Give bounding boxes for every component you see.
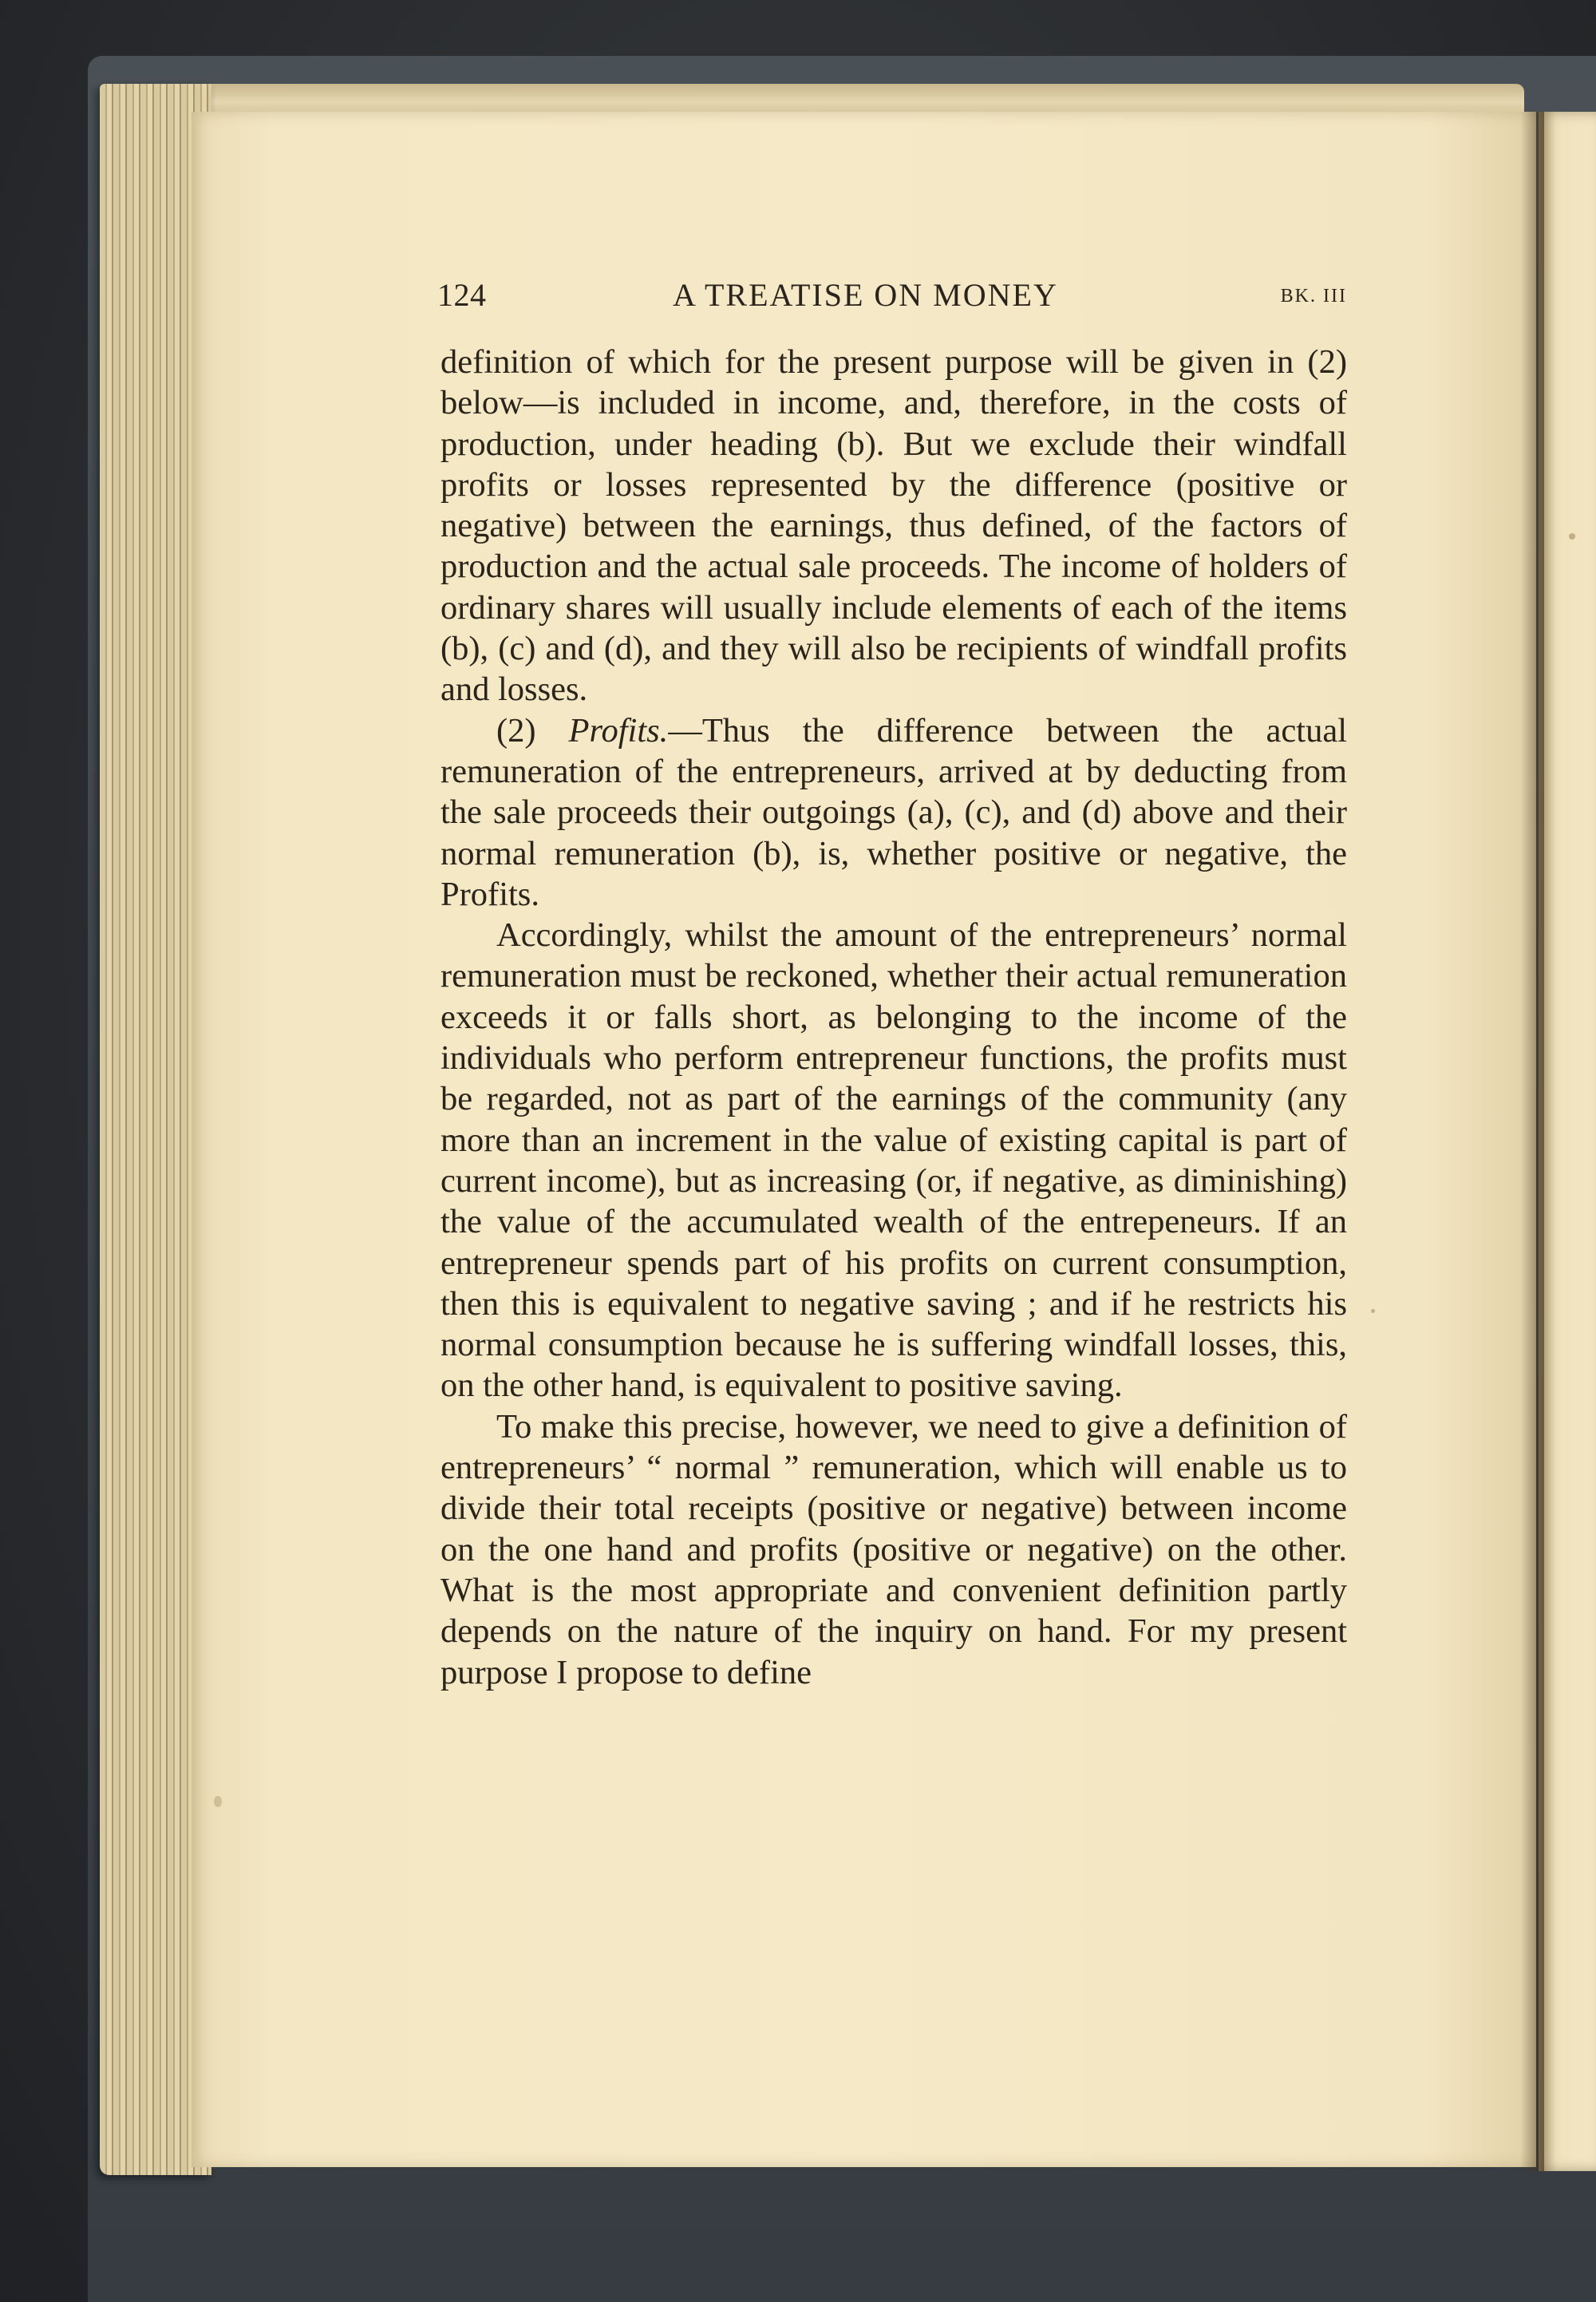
facing-page <box>1539 112 1596 2171</box>
page-number: 124 <box>437 277 487 313</box>
body-text <box>440 342 1347 1693</box>
paper-speck <box>1371 1309 1375 1313</box>
section-reference: BK. III <box>1280 286 1347 307</box>
paragraph-number: (2) <box>496 711 536 750</box>
book-title: A TREATISE ON MONEY <box>673 277 1058 313</box>
paragraph-text: —Thus the difference between the actual remuneration of the entrepreneurs, arrived at by deducting from the sale proceeds their outgoings (a), (c), and (d) above and their normal remuneration (b), is, whether positive or negative, the Profits. <box>440 711 1348 913</box>
page-gutter <box>1520 112 1544 2171</box>
paragraph-precise: To make this precise, however, we need to give a definition of entrepreneurs’ “ normal ” remuneration, which will enable us to divide their total receipts (positive or negative) between income on the one hand and profits (positive or negative) on the other. What is the most appropriate and convenient definition partly depends on the nature of the inquiry on hand. For my present purpose I propose to define <box>440 1407 1347 1691</box>
paper-speck <box>214 1796 222 1807</box>
paragraph-continuation: definition of which for the present purpose will be given in (2) below—is included in income, and, therefore, in the costs of production, under heading (b). But we exclude their windfall profits or losses represented by the difference (positive or negative) between the earnings, thus defined, of the factors of production and the actual sale proceeds. The income of holders of ordinary shares will usually include elements of each of the items (b), (c) and (d), and they will also be recipients of windfall profits and losses. <box>440 343 1347 709</box>
page-edges-top <box>120 84 1524 114</box>
paragraph-heading: Profits. <box>568 711 669 750</box>
paragraph-profits <box>440 710 1347 915</box>
running-head <box>437 276 1347 324</box>
paper-speck <box>1569 533 1575 540</box>
paragraph-accordingly: Accordingly, whilst the amount of the entrepreneurs’ normal remuneration must be reckoned, whether their actual remuneration exceeds it or falls short, as belonging to the income of the individuals who perform entrepreneur functions, the profits must be regarded, not as part of the earnings of the community (any more than an increment in the value of existing capital is part of current income), but as increasing (or, if negative, as diminishing) the value of the accumulated wealth of the entrepeneurs. If an entrepreneur spends part of his profits on current consumption, then this is equivalent to negative saving ; and if he restricts his normal consumption because he is suffering windfall losses, this, on the other hand, is equivalent to positive saving. <box>440 916 1347 1405</box>
